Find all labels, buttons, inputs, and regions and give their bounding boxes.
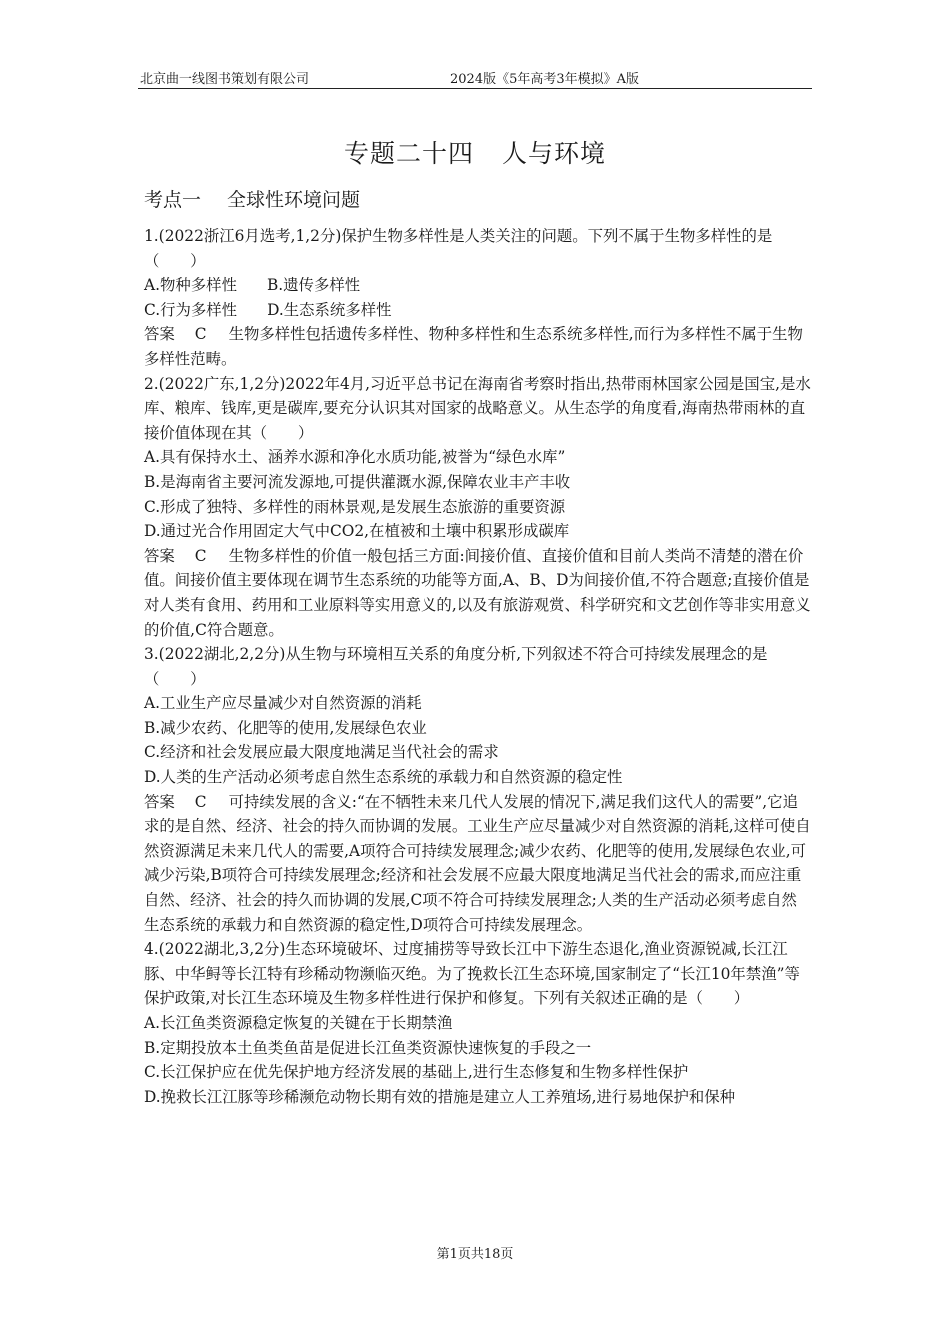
question-stem: 1.(2022浙江6月选考,1,2分)保护生物多样性是人类关注的问题。下列不属于生物多样性的是（ ）	[144, 227, 773, 270]
option-d: D.通过光合作用固定大气中CO2,在植被和土壤中积累形成碳库	[144, 522, 570, 541]
question-2	[144, 372, 812, 643]
book-edition: 2024版《5年高考3年模拟》A版	[450, 72, 640, 87]
section-label: 考点一	[144, 189, 202, 211]
answer-label: 答案	[144, 546, 175, 565]
option-b: B.是海南省主要河流发源地,可提供灌溉水源,保障农业丰产丰收	[144, 472, 571, 491]
question-list	[144, 224, 812, 1109]
option-a: A.工业生产应尽量减少对自然资源的消耗	[144, 694, 422, 713]
option-a: A.长江鱼类资源稳定恢复的关键在于长期禁渔	[144, 1014, 453, 1032]
answer-block	[144, 790, 812, 938]
page-title	[0, 134, 950, 170]
option-b: B.遗传多样性	[266, 276, 361, 295]
option-c: C.长江保护应在优先保护地方经济发展的基础上,进行生态修复和生物多样性保护	[144, 1063, 689, 1082]
option-c: C.行为多样性	[144, 300, 238, 319]
answer-key: C	[194, 325, 207, 344]
option-d: D.挽救长江江豚等珍稀濒危动物长期有效的措施是建立人工养殖场,进行易地保护和保种	[144, 1087, 736, 1106]
answer-block	[144, 322, 812, 371]
answer-key: C	[194, 792, 207, 811]
answer-explanation: 生物多样性包括遗传多样性、物种多样性和生态系统多样性,而行为多样性不属于生物多样性范畴。	[144, 325, 803, 368]
option-row	[144, 298, 812, 323]
option-d: D.人类的生产活动必须考虑自然生态系统的承载力和自然资源的稳定性	[144, 768, 623, 787]
question-stem: 2.(2022广东,1,2分)2022年4月,习近平总书记在海南省考察时指出,热带雨林国家公园是国宝,是水库、粮库、钱库,更是碳库,要充分认识其对国家的战略意义。从生态学的角度看,海南热带雨林的直接价值体现在其（ ）	[144, 374, 811, 442]
answer-key: C	[194, 546, 207, 565]
question-3	[144, 642, 812, 937]
question-4	[144, 937, 812, 1109]
page-number: 第1页共18页	[436, 1247, 514, 1262]
answer-explanation: 生物多样性的价值一般包括三方面:间接价值、直接价值和目前人类尚不清楚的潜在价值。间接价值主要体现在调节生态系统的功能等方面,A、B、D为间接价值,不符合题意;直接价值是对人类有食用、药用和工业原料等实用意义的,以及有旅游观赏、科学研究和文艺创作等非实用意义的价值,C符合题意。	[144, 546, 811, 639]
answer-explanation: 可持续发展的含义:“在不牺牲未来几代人发展的情况下,满足我们这代人的需要”,它追求的是自然、经济、社会的持久而协调的发展。工业生产应尽量减少对自然资源的消耗,这样可使自然资源满足未来几代人的需要,A项符合可持续发展理念;减少农药、化肥等的使用,发展绿色农业,可减少污染,B项符合可持续发展理念;经济和社会发展不应最大限度地满足当代社会的需求,而应注重自然、经济、社会的持久而协调的发展,C项不符合可持续发展理念;人类的生产活动必须考虑自然生态系统的承载力和自然资源的稳定性,D项符合可持续发展理念。	[144, 792, 811, 934]
section-name: 全球性环境问题	[227, 189, 361, 211]
title-sub: 人与环境	[502, 139, 607, 168]
option-a: A.具有保持水土、涵养水源和净化水质功能,被誉为“绿色水库”	[144, 448, 566, 467]
option-c: C.形成了独特、多样性的雨林景观,是发展生态旅游的重要资源	[144, 497, 566, 516]
title-main: 专题二十四	[343, 139, 474, 168]
answer-block	[144, 544, 812, 642]
question-stem: 3.(2022湖北,2,2分)从生物与环境相互关系的角度分析,下列叙述不符合可持续发展理念的是（ ）	[144, 645, 768, 688]
option-row	[144, 273, 812, 298]
option-b: B.定期投放本土鱼类鱼苗是促进长江鱼类资源快速恢复的手段之一	[144, 1038, 592, 1057]
answer-label: 答案	[144, 325, 175, 344]
section-heading	[144, 185, 360, 212]
page-header	[138, 66, 812, 89]
option-a: A.物种多样性	[144, 276, 237, 295]
answer-label: 答案	[144, 792, 175, 811]
question-stem: 4.(2022湖北,3,2分)生态环境破坏、过度捕捞等导致长江中下游生态退化,渔业资源锐减,长江江豚、中华鲟等长江特有珍稀动物濒临灭绝。为了挽救长江生态环境,国家制定了“长江10年禁渔”等保护政策,对长江生态环境及生物多样性进行保护和修复。下列有关叙述正确的是（ ）	[144, 940, 800, 1008]
option-b: B.减少农药、化肥等的使用,发展绿色农业	[144, 718, 427, 737]
option-d: D.生态系统多样性	[267, 300, 392, 319]
question-1	[144, 224, 812, 372]
publisher-name: 北京曲一线图书策划有限公司	[140, 72, 310, 87]
option-c: C.经济和社会发展应最大限度地满足当代社会的需求	[144, 743, 499, 762]
